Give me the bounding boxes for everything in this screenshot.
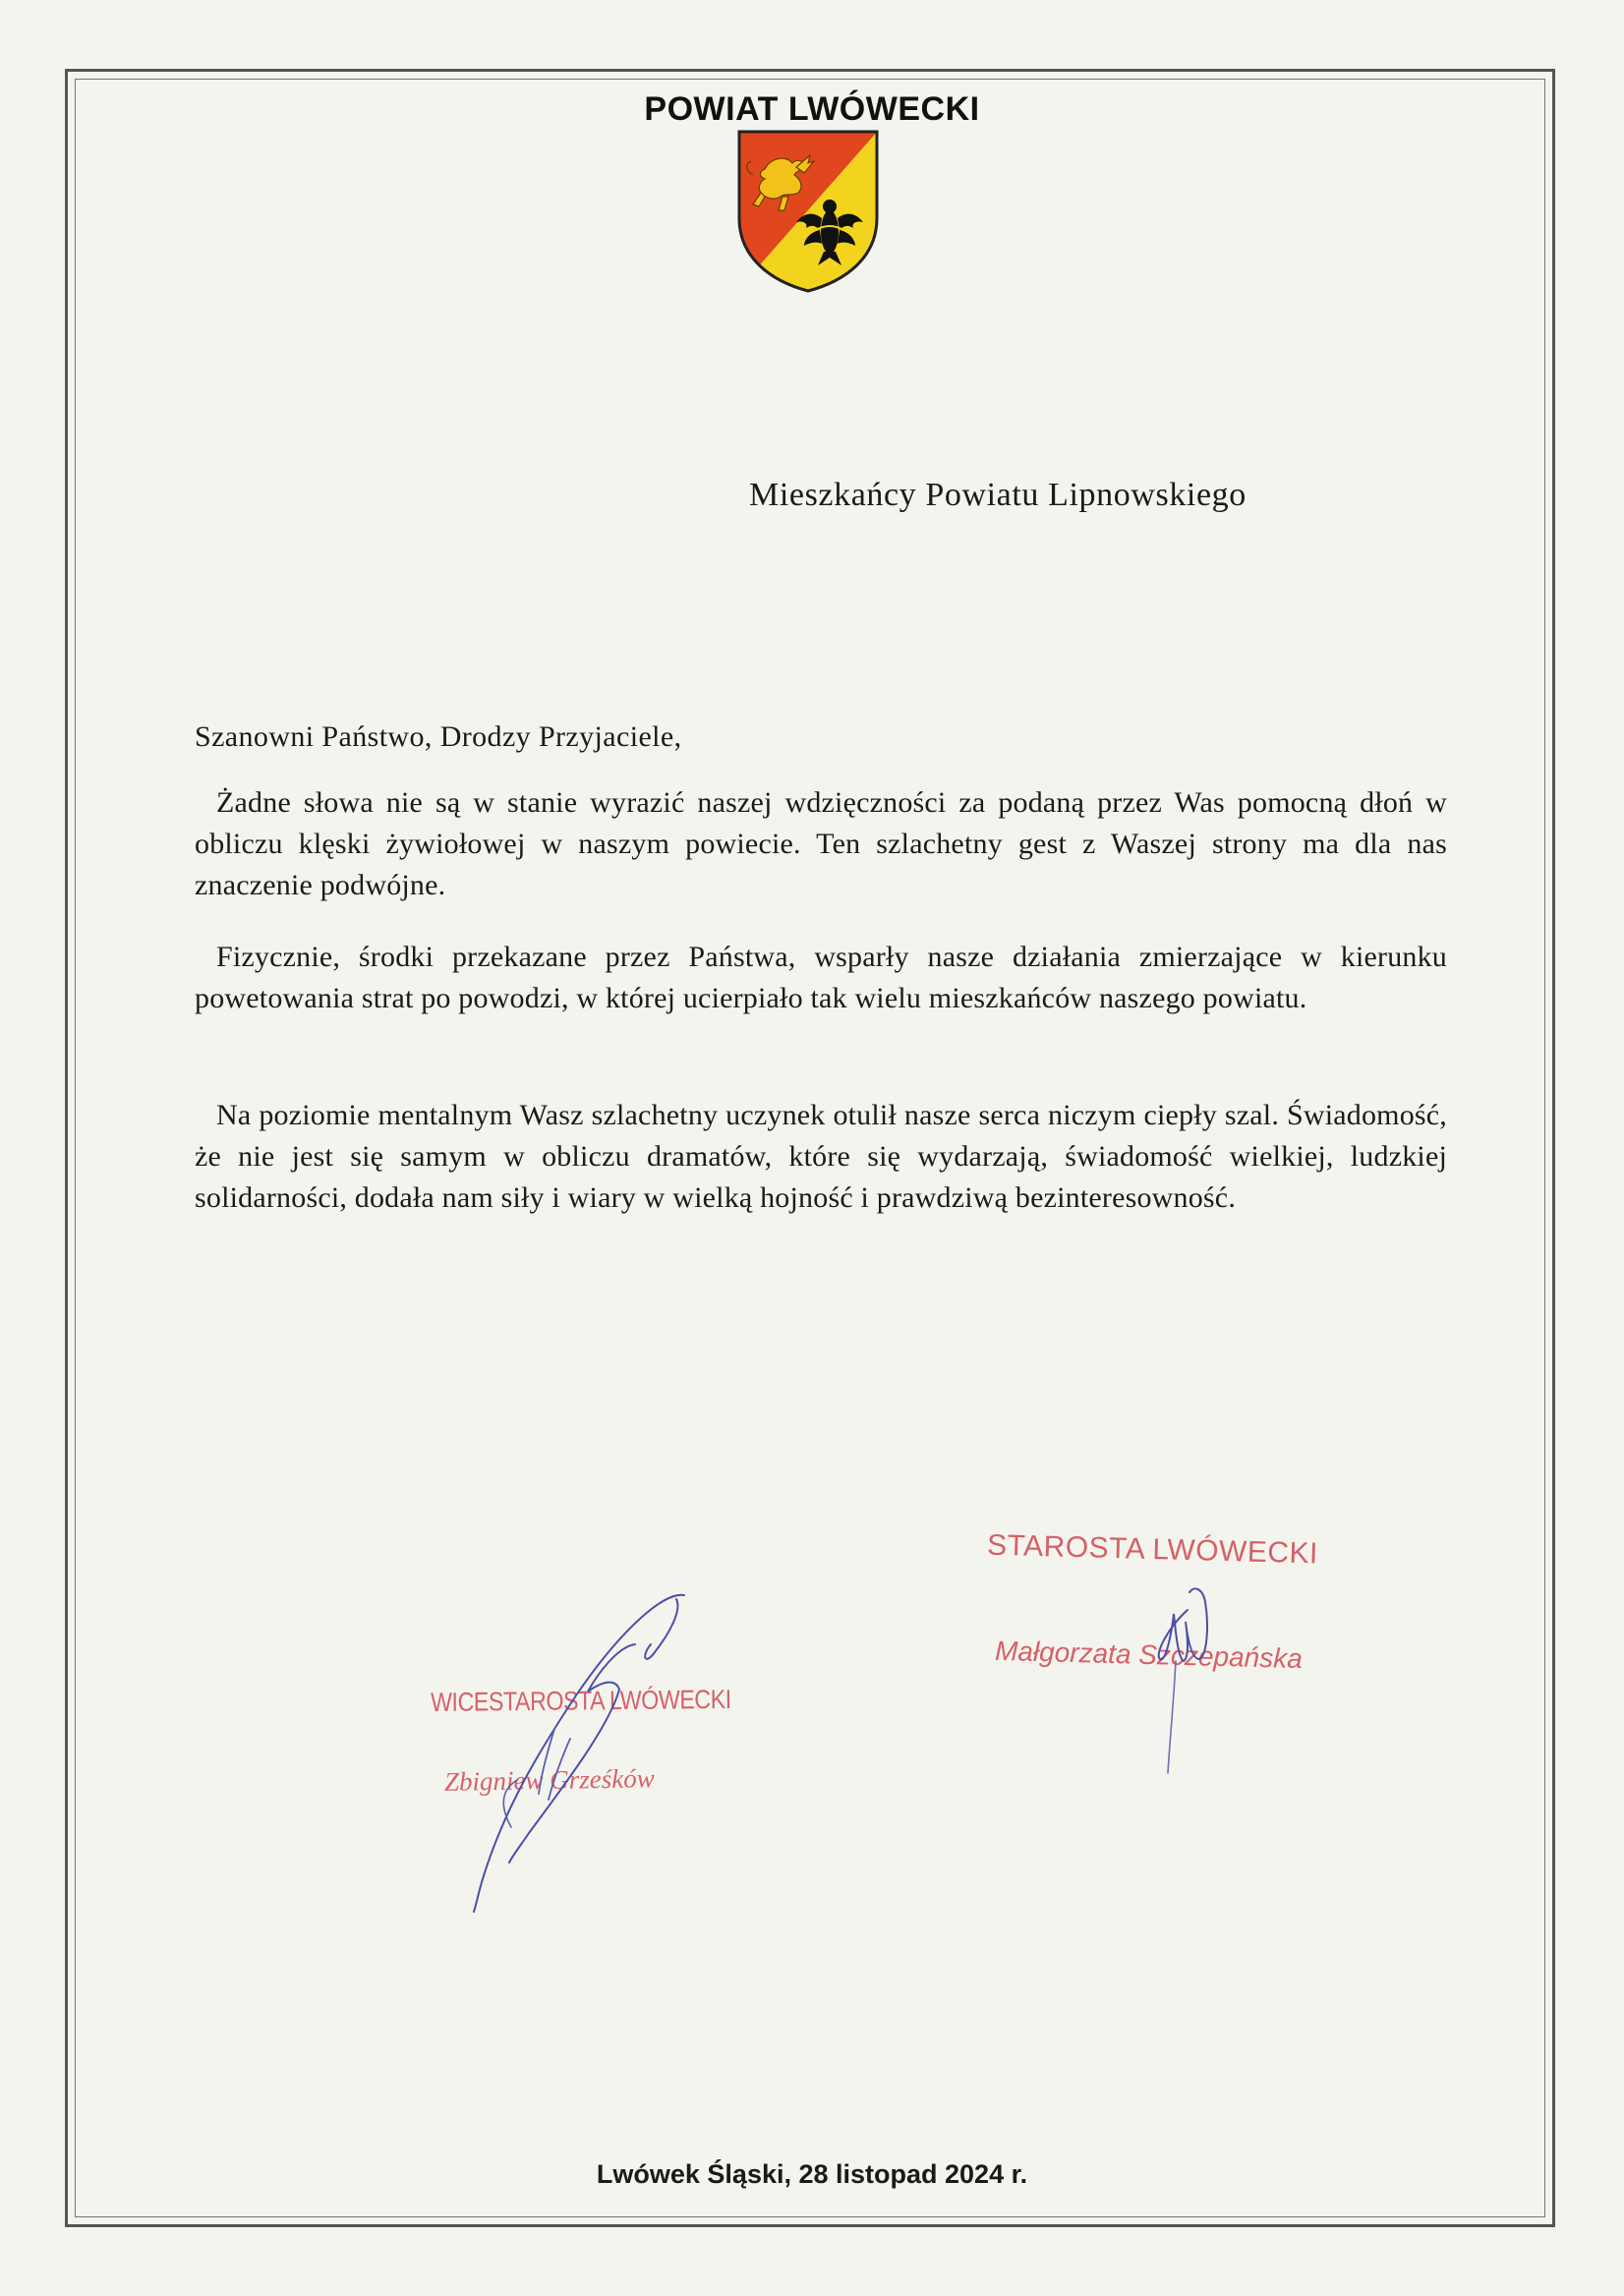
wicestarosta-signature (452, 1587, 708, 1912)
starosta-stamp-name: Małgorzata Szczepańska (994, 1635, 1304, 1675)
paragraph-1: Żadne słowa nie są w stanie wyrazić naszej wdzięczności za podaną przez Was pomocną dłoń w obliczu klęski żywiołowej w naszym powiecie. Ten szlachetny gest z Waszej strony ma dla nas znaczenie podwójne. (195, 786, 1447, 901)
salutation: Szanowni Państwo, Drodzy Przyjaciele, (195, 720, 682, 753)
wicestarosta-stamp-name: Zbigniew Grześków (443, 1763, 656, 1797)
paragraph-3: Na poziomie mentalnym Wasz szlachetny uczynek otulił nasze serca niczym ciepły szal. Świadomość, że nie jest się samym w obliczu dramatów, które się wydarzają, świadomość wielkiej, ludzkiej solidarności, dodała nam siły i wiary w wielką hojność i prawdziwą bezinteresowność. (195, 1099, 1447, 1214)
recipient-line: Mieszkańcy Powiatu Lipnowskiego (749, 477, 1247, 513)
coat-of-arms-icon (735, 128, 881, 293)
starosta-stamp-title: STAROSTA LWÓWECKI (986, 1528, 1319, 1571)
place-and-date: Lwówek Śląski, 28 listopad 2024 r. (596, 2159, 1028, 2189)
paragraph-2: Fizycznie, środki przekazane przez Państwa, wsparły nasze działania zmierzające w kierunku powetowania strat po powodzi, w której ucierpiało tak wielu mieszkańców naszego powiatu. (195, 941, 1447, 1014)
letterhead-title: POWIAT LWÓWECKI (644, 90, 980, 128)
wicestarosta-stamp-title: WICESTAROSTA LWÓWECKI (430, 1684, 731, 1717)
starosta-signature (1131, 1563, 1239, 1779)
